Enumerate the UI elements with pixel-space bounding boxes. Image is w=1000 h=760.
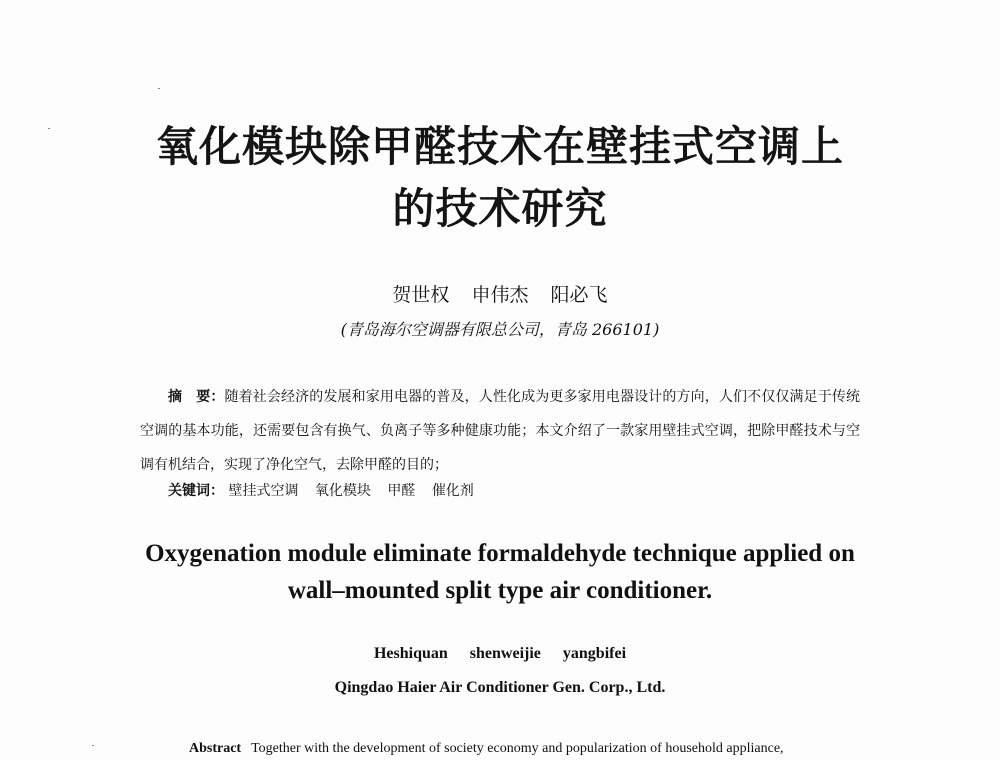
chinese-title-line-1: 氧化模块除甲醛技术在壁挂式空调上 — [155, 122, 844, 171]
scan-speck — [158, 88, 160, 89]
chinese-affiliation: (青岛海尔空调器有限总公司，青岛 266101) — [340, 320, 660, 339]
scan-speck — [92, 745, 94, 746]
author-name: shenweijie — [469, 645, 541, 662]
english-title-line-1: Oxygenation module eliminate formaldehyde technique applied on — [145, 540, 855, 567]
chinese-title-line-2: 的技术研究 — [392, 184, 608, 233]
english-affiliation: Qingdao Haier Air Conditioner Gen. Corp., Ltd. — [334, 679, 666, 696]
chinese-abstract — [140, 380, 860, 482]
abstract-label: 摘 要： — [168, 389, 225, 405]
author-name: yangbifei — [562, 645, 627, 662]
keywords-label: 关键词： — [168, 483, 224, 499]
english-authors — [0, 645, 1000, 663]
author-name: 贺世权 — [392, 284, 450, 306]
abstract-label: Abstract — [189, 741, 242, 756]
chinese-keywords — [168, 480, 868, 500]
abstract-text: Together with the development of society economy and popularization of household appliance, — [251, 741, 784, 756]
keyword: 催化剂 — [431, 483, 474, 499]
author-name: Heshiquan — [373, 645, 448, 662]
author-name: 阳必飞 — [550, 284, 608, 306]
keyword: 氧化模块 — [314, 483, 371, 499]
chinese-authors — [0, 280, 1000, 307]
english-title-line-2: wall–mounted split type air conditioner. — [287, 577, 713, 604]
author-name: 申伟杰 — [471, 284, 529, 306]
english-abstract — [189, 741, 889, 757]
keyword: 甲醛 — [387, 483, 416, 499]
abstract-text: 随着社会经济的发展和家用电器的普及，人性化成为更多家用电器设计的方向，人们不仅仅满足于传统空调的基本功能，还需要包含有换气、负离子等多种健康功能；本文介绍了一款家用壁挂式空调，把除甲醛技术与空调有机结合，实现了净化空气，去除甲醛的目的； — [140, 389, 860, 473]
keyword: 壁挂式空调 — [228, 483, 299, 499]
